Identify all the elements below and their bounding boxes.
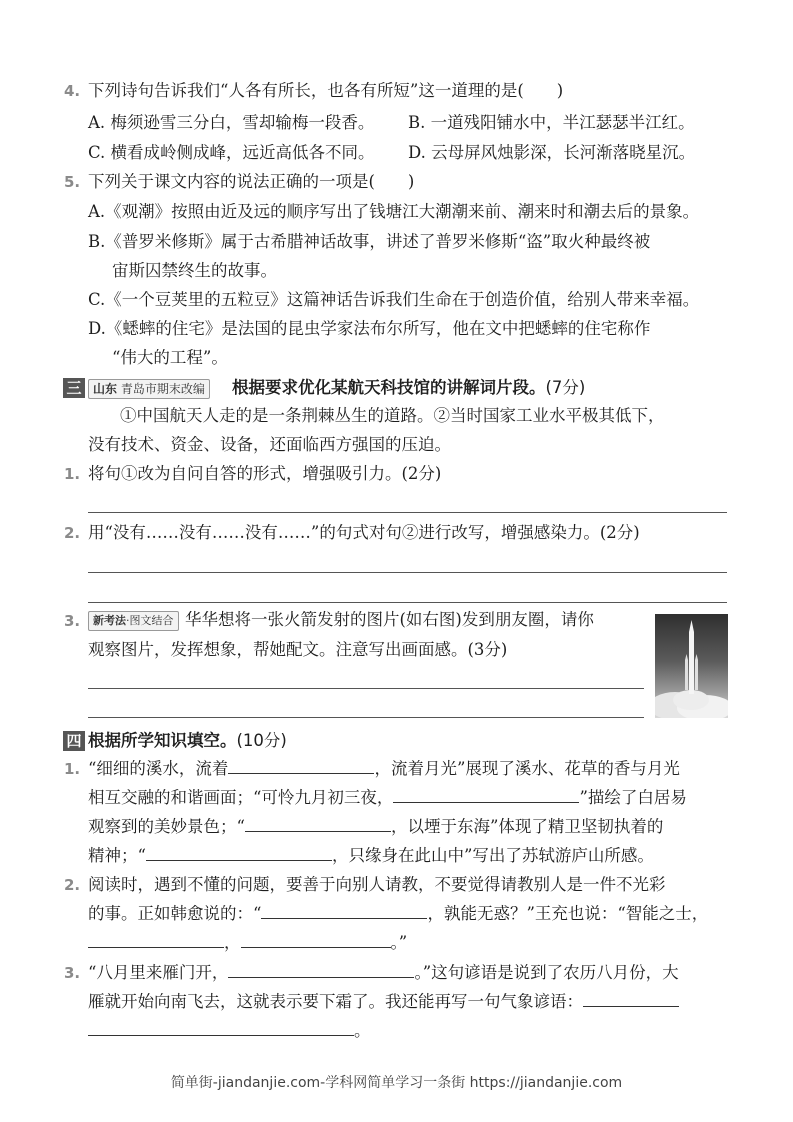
q5-option-d-line2: “伟大的工程”。: [112, 348, 228, 367]
fill-blank[interactable]: [88, 1020, 354, 1036]
section-4-title: [88, 730, 287, 752]
text: ，只缘身在此山中”写出了苏轼游庐山所感。: [331, 846, 654, 865]
q5-option-b-line2: 宙斯囚禁终生的故事。: [112, 261, 277, 280]
s4-q1-number: 1.: [64, 760, 81, 778]
fill-blank[interactable]: [146, 845, 332, 861]
rocket-launch-photo-icon: [655, 614, 728, 718]
s3-q2-text: 用“没有……没有……没有……”的句式对句②进行改写，增强感染力。(2分): [88, 523, 640, 542]
s4-q2-number: 2.: [64, 876, 81, 894]
fill-blank[interactable]: [228, 962, 414, 978]
source-name: 青岛市期末改编: [120, 382, 205, 396]
section-3-source-tag: [88, 379, 210, 399]
s4-q3-line2: [88, 991, 679, 1013]
s3-q2-number: 2.: [64, 524, 81, 542]
text: 的事。正如韩愈说的：“: [88, 904, 262, 923]
fill-blank[interactable]: [241, 932, 391, 948]
text: 雁就开始向南飞去，这就表示要下霜了。我还能再写一句气象谚语：: [88, 992, 583, 1011]
text: ，孰能无惑？”王充也说：“智能之士，: [427, 904, 709, 923]
passage-line-1: ①中国航天人走的是一条荆棘丛生的道路。②当时国家工业水平极其低下，: [120, 406, 665, 425]
s4-q2-line1: 阅读时，遇到不懂的问题，要善于向别人请教，不要觉得请教别人是一件不光彩: [88, 875, 666, 894]
text: ，: [224, 933, 241, 952]
s4-q1-line3: [88, 816, 663, 838]
tag-type: ·图文结合: [126, 614, 174, 627]
q5-option-b-line1: B.《普罗米修斯》属于古希腊神话故事，讲述了普罗米修斯“盗”取火种最终被: [88, 232, 651, 251]
section-3-score: (7分): [545, 378, 586, 397]
answer-line[interactable]: [88, 512, 727, 513]
s3-q3-line1: 华华想将一张火箭发射的图片(如右图)发到朋友圈，请你: [185, 610, 594, 629]
answer-line[interactable]: [88, 717, 644, 718]
fill-blank[interactable]: [583, 991, 679, 1007]
answer-line[interactable]: [88, 688, 644, 689]
text: “细细的溪水，流着: [88, 759, 229, 778]
passage-line-2: 没有技术、资金、设备，还面临西方强国的压迫。: [88, 435, 451, 454]
q4-option-a: A. 梅须逊雪三分白，雪却输梅一段香。: [88, 113, 375, 132]
s4-q3-line1: [88, 962, 679, 984]
text: 观察到的美妙景色；“: [88, 817, 245, 836]
fill-blank[interactable]: [88, 932, 224, 948]
fill-blank[interactable]: [228, 758, 374, 774]
section-3-title: [232, 377, 585, 399]
text: 。”这句谚语是说到了农历八月份，大: [414, 963, 679, 982]
fill-blank[interactable]: [393, 787, 579, 803]
q4-option-c: C. 横看成岭侧成峰，远近高低各不同。: [88, 143, 375, 162]
s4-q1-line4: [88, 845, 654, 867]
fill-blank[interactable]: [261, 903, 427, 919]
text: “八月里来雁门开，: [88, 963, 229, 982]
source-region: 山东: [93, 382, 118, 396]
s3-q1-number: 1.: [64, 465, 81, 483]
section-3-title-text: 根据要求优化某航天科技馆的讲解词片段。: [232, 378, 546, 397]
footer-watermark: 简单街-jiandanjie.com-学科网简单学习一条街 https://jiandanjie.com: [170, 1075, 623, 1091]
q4-option-b: B. 一道残阳铺水中，半江瑟瑟半江红。: [408, 113, 695, 132]
text: ，以堙于东海”体现了精卫坚韧执着的: [390, 817, 664, 836]
q4-number: 4.: [64, 82, 81, 100]
s4-q3-line3: [88, 1020, 371, 1042]
section-4-score: (10分): [236, 731, 287, 750]
fill-blank[interactable]: [245, 816, 391, 832]
new-test-method-tag: [88, 611, 179, 631]
text: 相互交融的和谐画面；“可怜九月初三夜，: [88, 788, 394, 807]
q5-option-d-line1: D.《蟋蟀的住宅》是法国的昆虫学家法布尔所写，他在文中把蟋蟀的住宅称作: [88, 319, 651, 338]
text: ”描绘了白居易: [579, 788, 687, 807]
text: 精神；“: [88, 846, 146, 865]
text: 。”: [390, 933, 408, 952]
s3-q3-line2: 观察图片，发挥想象，帮她配文。注意写出画面感。(3分): [88, 640, 508, 659]
s4-q2-line3: [88, 932, 407, 954]
section-4-title-text: 根据所学知识填空。: [88, 731, 237, 750]
s4-q2-line2: [88, 903, 708, 925]
section-4-marker: 四: [63, 731, 85, 751]
text: ，流着月光”展现了溪水、花草的香与月光: [374, 759, 680, 778]
new-test-method-label: 新考法: [93, 614, 126, 627]
s4-q1-line1: [88, 758, 680, 780]
text: 。: [354, 1021, 371, 1040]
answer-line[interactable]: [88, 572, 727, 573]
q5-stem: 下列关于课文内容的说法正确的一项是( ): [88, 172, 415, 191]
s4-q3-number: 3.: [64, 964, 81, 982]
section-3-marker: 三: [63, 378, 85, 398]
q4-option-d: D. 云母屏风烛影深，长河渐落晓星沉。: [408, 143, 696, 162]
s3-q1-text: 将句①改为自问自答的形式，增强吸引力。(2分): [88, 464, 442, 483]
s4-q1-line2: [88, 787, 687, 809]
q5-option-a: A.《观潮》按照由近及远的顺序写出了钱塘江大潮潮来前、潮来时和潮去后的景象。: [88, 202, 700, 221]
q5-option-c: C.《一个豆荚里的五粒豆》这篇神话告诉我们生命在于创造价值，给别人带来幸福。: [88, 290, 700, 309]
q5-number: 5.: [64, 173, 81, 191]
s3-q3-number: 3.: [64, 612, 81, 630]
q4-stem: 下列诗句告诉我们“人各有所长，也各有所短”这一道理的是( ): [88, 81, 564, 100]
answer-line[interactable]: [88, 602, 727, 603]
